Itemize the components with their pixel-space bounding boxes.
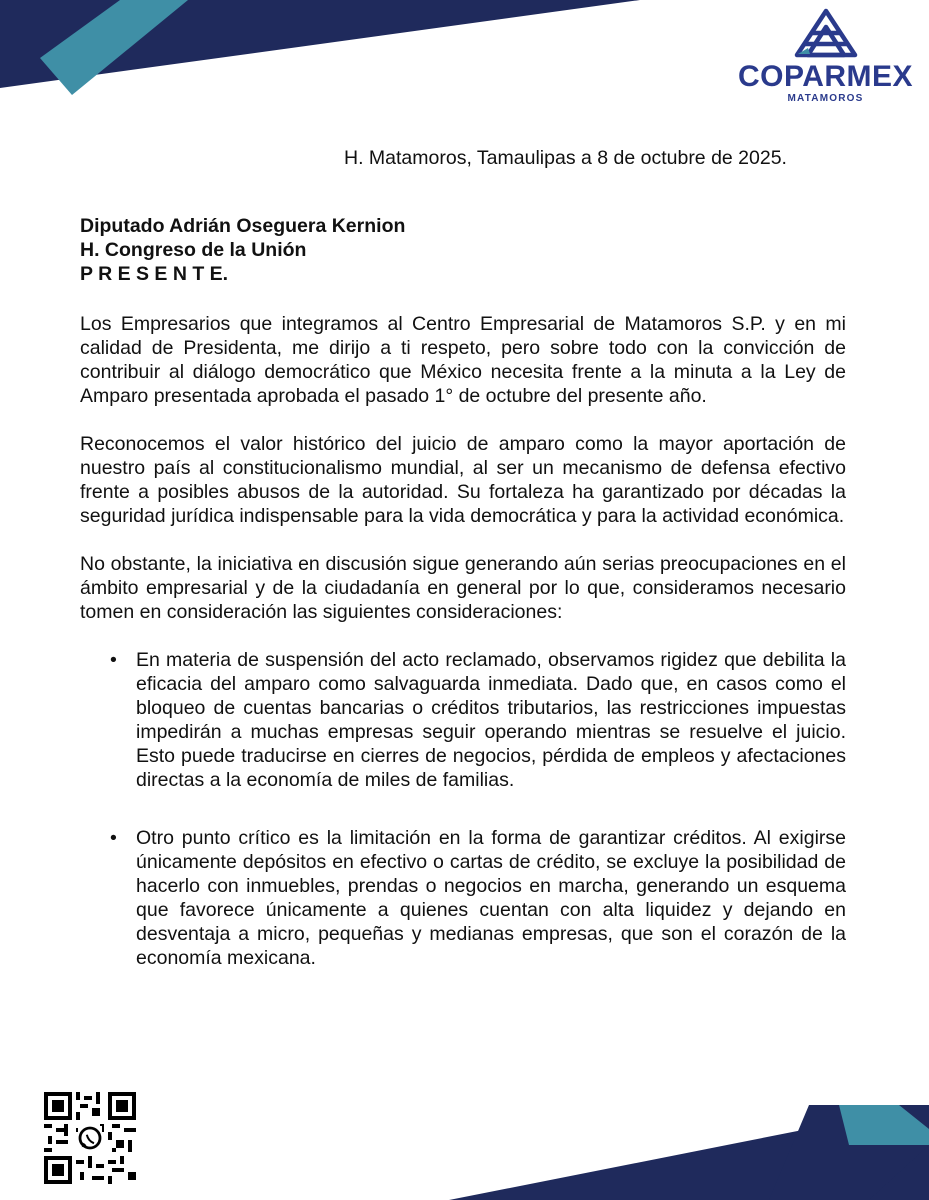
paragraph-intro: Los Empresarios que integramos al Centro Empresarial de Matamoros S.P. y en mi calidad de Presidenta, me dirijo a ti respeto, pero sobre todo con la convicción de contribuir al diálogo democrático que México necesita frente a la minuta a la Ley de Amparo presentada aprobada el pasado 1° de octubre del presente año. (80, 313, 846, 407)
list-item-text: Otro punto crítico es la limitación en la forma de garantizar créditos. Al exigirse únicamente depósitos en efectivo o cartas de crédito, se excluye la posibilidad de hacerlo con inmuebles, prendas o negocios en marcha, generando un esquema que favorece únicamente a quienes cuentan con alta liquidez y dejando en desventaja a micro, pequeñas y medianas empresas, que son el corazón de la economía mexicana. (136, 827, 846, 969)
coparmex-triangle-logo-icon (794, 8, 858, 58)
list-item-text: En materia de suspensión del acto reclamado, observamos rigidez que debilita la eficacia del amparo como salvaguarda inmediata. Dado que, en casos como el bloqueo de cuentas bancarias o créditos tributarios, las restricciones impuestas impedirán a muchas empresas seguir operando mientras se resuelve el juicio. Esto puede traducirse en cierres de negocios, pérdida de empleos y afectaciones directas a la economía de miles de familias. (136, 649, 846, 791)
addressee-block (80, 214, 860, 286)
paragraph-concerns: No obstante, la iniciativa en discusión sigue generando aún serias preocupaciones en el ámbito empresarial y de la ciudadanía en general por lo que, consideramos necesario tomen en consideración las siguientes consideraciones: (80, 553, 846, 623)
bullet-marker: • (110, 827, 117, 849)
qr-code-icon[interactable] (44, 1092, 136, 1184)
bullet-marker: • (110, 649, 117, 671)
logo-name: COPARMEX (737, 60, 914, 93)
logo-subtitle: MATAMOROS (787, 93, 864, 104)
concerns-list (80, 648, 846, 970)
addressee-presente: P R E S E N T E. (80, 263, 229, 285)
list-item (80, 826, 846, 970)
coparmex-logo (733, 8, 918, 105)
list-item (80, 648, 846, 792)
letter-body (80, 312, 846, 1004)
footer-corner-shape (449, 1105, 929, 1200)
addressee-name: Diputado Adrián Oseguera Kernion (80, 215, 406, 237)
letter-date: H. Matamoros, Tamaulipas a 8 de octubre de 2025. (344, 147, 787, 169)
header-banner-shape (0, 0, 640, 100)
paragraph-recognition: Reconocemos el valor histórico del juicio de amparo como la mayor aportación de nuestro país al constitucionalismo mundial, al ser un mecanismo de defensa efectivo frente a posibles abusos de la autoridad. Su fortaleza ha garantizado por décadas la seguridad jurídica indispensable para la vida democrática y para la actividad económica. (80, 433, 846, 527)
addressee-institution: H. Congreso de la Unión (80, 239, 307, 261)
